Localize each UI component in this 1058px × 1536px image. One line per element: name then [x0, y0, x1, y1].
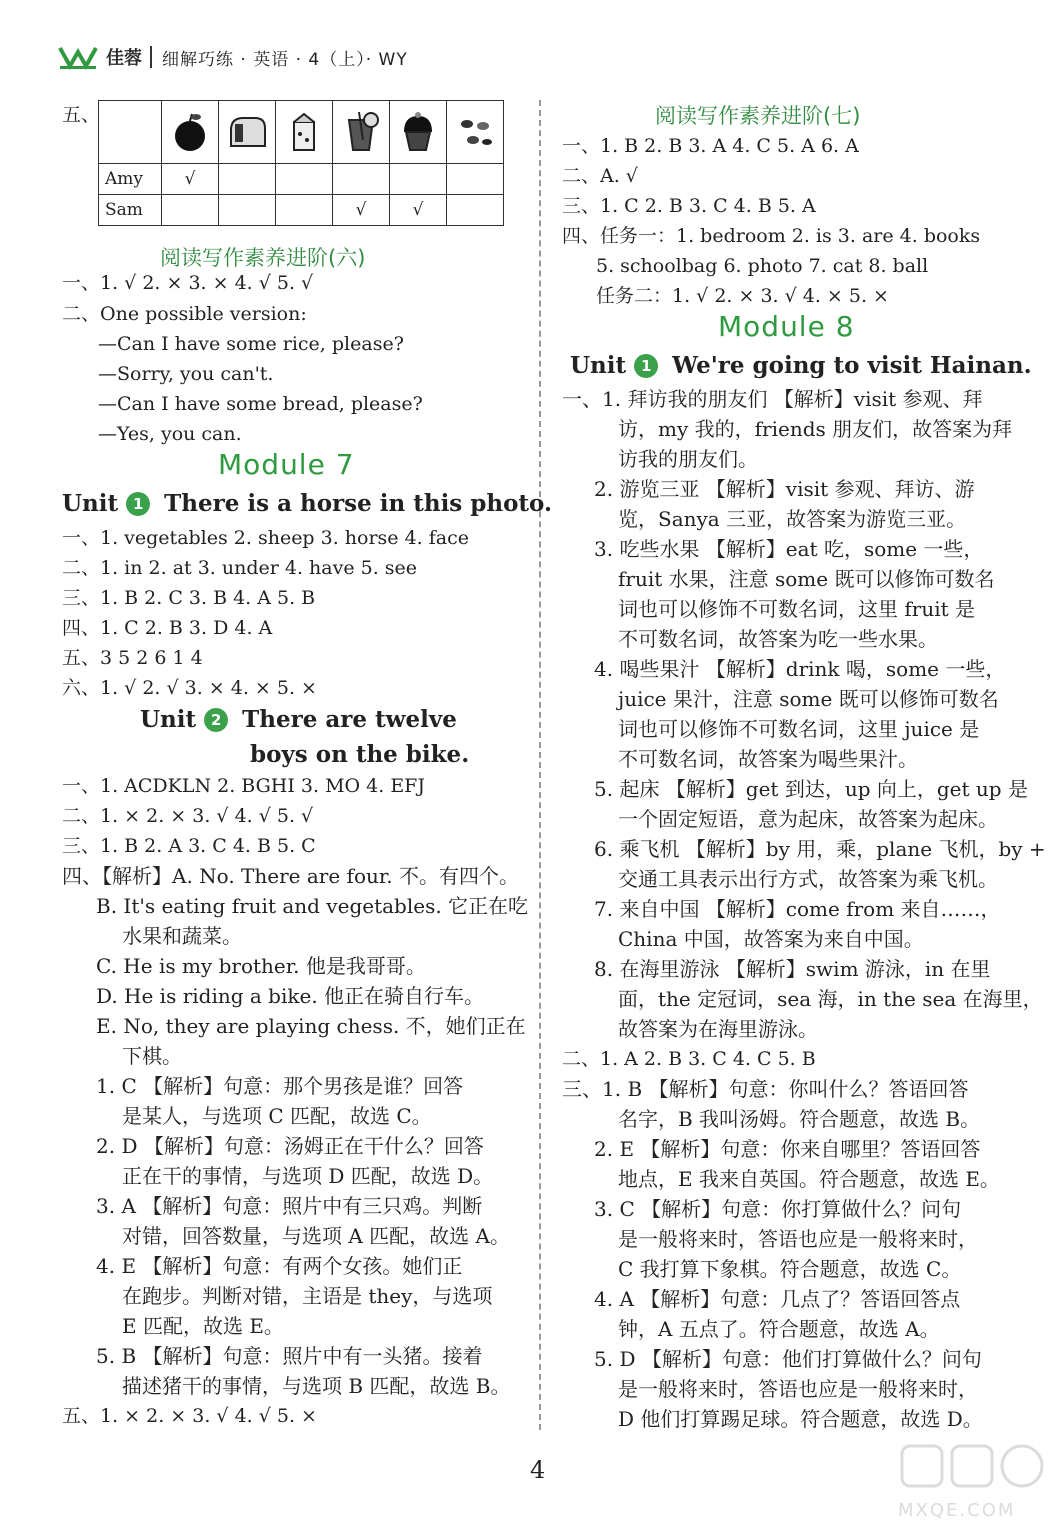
answer-line: 2. E 【解析】句意：你来自哪里？答语回答: [594, 1137, 981, 1161]
answer-line: 不可数名词，故答案为喝些果汁。: [618, 747, 918, 771]
unit-1-heading: [62, 490, 552, 517]
answer-line: 7. 来自中国 【解析】come from 来自……，: [594, 897, 1001, 921]
answer-line: 二、1. A 2. B 3. C 4. C 5. B: [562, 1048, 816, 1070]
answer-line: 五、1. × 2. × 3. √ 4. √ 5. ×: [62, 1405, 317, 1427]
header-title: 细解巧练 · 英语 · 4（上）· WY: [162, 49, 408, 70]
answer-line: 面，the 定冠词，sea 海，in the sea 在海里，: [618, 987, 1043, 1011]
watermark-text: MXQE.COM: [898, 1500, 1016, 1521]
cupcake-icon: [396, 110, 440, 154]
answer-line: 5. 起床 【解析】get 到达，up 向上，get up 是: [594, 777, 1028, 801]
book-logo-icon: [58, 44, 100, 70]
unit-label: Unit: [140, 706, 197, 733]
answer-line: 三、1. B 【解析】句意：你叫什么？答语回答: [562, 1077, 969, 1101]
answer-line: D. He is riding a bike. 他正在骑自行车。: [96, 984, 485, 1008]
watermark-logo-icon: [898, 1440, 1048, 1496]
page-header: [58, 40, 408, 74]
table-corner: [99, 101, 162, 164]
brand-name: 佳蓉: [106, 48, 142, 69]
answer-line: 4. E 【解析】句意：有两个女孩。她们正: [96, 1254, 463, 1278]
unit-number-badge: 1: [634, 354, 658, 378]
answer-line: 三、1. B 2. C 3. B 4. A 5. B: [62, 587, 316, 609]
milk-carton-icon: [282, 110, 326, 154]
answer-line: 4. 喝些果汁 【解析】drink 喝，some 一些，: [594, 657, 1006, 681]
answer-line: 一、1. B 2. B 3. A 4. C 5. A 6. A: [562, 135, 859, 157]
answer-line: 故答案为在海里游泳。: [618, 1017, 818, 1041]
answer-line: 词也可以修饰不可数名词，这里 juice 是: [618, 717, 980, 741]
juice-glass-icon: [339, 110, 383, 154]
answer-line: C 我打算下象棋。符合题意，故选 C。: [618, 1257, 962, 1281]
answer-line: 在跑步。判断对错，主语是 they，与选项: [122, 1284, 493, 1308]
answer-line: 6. 乘飞机 【解析】by 用，乘，plane 飞机，by +: [594, 837, 1046, 861]
answer-line: 三、1. B 2. A 3. C 4. B 5. C: [62, 835, 316, 857]
answer-line: China 中国，故答案为来自中国。: [618, 927, 924, 951]
answer-line: E 匹配，故选 E。: [122, 1314, 284, 1338]
answer-line: 2. D 【解析】句意：汤姆正在干什么？回答: [96, 1134, 484, 1158]
answer-line: fruit 水果，注意 some 既可以修饰可数名: [618, 567, 995, 591]
answer-line: 1. C 【解析】句意：那个男孩是谁？回答: [96, 1074, 464, 1098]
answer-line: 钟，A 五点了。符合题意，故选 A。: [618, 1317, 940, 1341]
answer-line: 2. 游览三亚 【解析】visit 参观、拜访、游: [594, 477, 975, 501]
apple-icon: [168, 110, 212, 154]
unit-title: There is a horse in this photo.: [164, 490, 552, 517]
answer-line: 下棋。: [122, 1044, 182, 1068]
answer-line: 访我的朋友们。: [618, 447, 758, 471]
answer-line: 一、1. ACDKLN 2. BGHI 3. MO 4. EFJ: [62, 775, 425, 797]
answer-line: 词也可以修饰不可数名词，这里 fruit 是: [618, 597, 975, 621]
answer-line: —Sorry, you can't.: [98, 363, 274, 385]
answer-line: 不可数名词，故答案为吃一些水果。: [618, 627, 938, 651]
section-title-6: 阅读写作素养进阶(六): [160, 246, 366, 270]
unit-number-badge: 2: [204, 708, 228, 732]
module-7-title: Module 7: [218, 448, 355, 481]
watermark: [898, 1440, 1048, 1522]
candy-icon: [453, 110, 497, 154]
answer-line: 二、A. √: [562, 165, 638, 187]
page-number: 4: [530, 1456, 546, 1484]
answer-line: 五、3 5 2 6 1 4: [62, 647, 203, 669]
row-name-sam: Sam: [99, 195, 162, 226]
unit-label: Unit: [570, 352, 627, 379]
answer-line: 览，Sanya 三亚，故答案为游览三亚。: [618, 507, 967, 531]
answer-line: 5. B 【解析】句意：照片中有一头猪。接着: [96, 1344, 483, 1368]
answer-line: 3. C 【解析】句意：你打算做什么？问句: [594, 1197, 962, 1221]
answer-line: juice 果汁，注意 some 既可以修饰可数名: [618, 687, 999, 711]
unit-title: There are twelve: [242, 706, 457, 733]
answer-line: C. He is my brother. 他是我哥哥。: [96, 954, 426, 978]
answer-line: 8. 在海里游泳 【解析】swim 游泳，in 在里: [594, 957, 991, 981]
answer-line: 是一般将来时，答语也应是一般将来时，: [618, 1227, 978, 1251]
tick-sam-cupcake: √: [390, 195, 447, 226]
answer-line: 描述猪干的事情，与选项 B 匹配，故选 B。: [122, 1374, 511, 1398]
answer-line: —Can I have some bread, please?: [98, 393, 423, 415]
answer-line: 一、1. vegetables 2. sheep 3. horse 4. face: [62, 527, 470, 549]
answer-line: 是某人，与选项 C 匹配，故选 C。: [122, 1104, 432, 1128]
section-five-label: 五、: [62, 104, 101, 126]
answer-line: 三、1. C 2. B 3. C 4. B 5. A: [562, 195, 816, 217]
row-name-amy: Amy: [99, 164, 162, 195]
answer-line: E. No, they are playing chess. 不，她们正在: [96, 1014, 526, 1038]
answer-line: 地点，E 我来自英国。符合题意，故选 E。: [618, 1167, 1000, 1191]
tick-sam-juice: √: [333, 195, 390, 226]
answer-line: 5. schoolbag 6. photo 7. cat 8. ball: [596, 255, 929, 277]
tick-amy-apple: √: [162, 164, 219, 195]
answer-line: 对错，回答数量，与选项 A 匹配，故选 A。: [122, 1224, 510, 1248]
answer-line: 二、1. in 2. at 3. under 4. have 5. see: [62, 557, 418, 579]
answer-line: 一、1. √ 2. × 3. × 4. √ 5. √: [62, 272, 314, 294]
unit-label: Unit: [62, 490, 119, 517]
unit-2-heading-line2: [250, 741, 469, 768]
answer-line: 一个固定短语，意为起床，故答案为起床。: [618, 807, 998, 831]
header-separator: [150, 46, 152, 68]
answer-line: D 他们打算踢足球。符合题意，故选 D。: [618, 1407, 983, 1431]
answer-line: 3. A 【解析】句意：照片中有三只鸡。判断: [96, 1194, 483, 1218]
answer-line: —Can I have some rice, please?: [98, 333, 404, 355]
answer-line: 二、1. × 2. × 3. √ 4. √ 5. √: [62, 805, 314, 827]
answer-line: 四、【解析】A. No. There are four. 不。有四个。: [62, 864, 519, 888]
answer-line: —Yes, you can.: [98, 423, 242, 445]
answer-line: 4. A 【解析】句意：几点了？答语回答点: [594, 1287, 961, 1311]
answer-line: 访，my 我的，friends 朋友们，故答案为拜: [618, 417, 1013, 441]
answer-line: 一、1. 拜访我的朋友们 【解析】visit 参观、拜: [562, 387, 983, 411]
section-title-7: 阅读写作素养进阶(七): [655, 104, 861, 128]
unit-2-heading: [140, 706, 457, 733]
unit-title: We're going to visit Hainan.: [672, 352, 1032, 379]
unit-1-heading-m8: [570, 352, 1032, 379]
answer-line: 四、1. C 2. B 3. D 4. A: [62, 617, 273, 639]
module-8-title: Module 8: [718, 310, 855, 343]
unit-number-badge: 1: [126, 492, 150, 516]
answer-line: 任务二：1. √ 2. × 3. √ 4. × 5. ×: [596, 285, 889, 307]
answer-line: 是一般将来时，答语也应是一般将来时，: [618, 1377, 978, 1401]
answer-line: 3. 吃些水果 【解析】eat 吃，some 一些，: [594, 537, 984, 561]
answer-line: 5. D 【解析】句意：他们打算做什么？问句: [594, 1347, 982, 1371]
answer-line: 名字，B 我叫汤姆。符合题意，故选 B。: [618, 1107, 981, 1131]
answer-line: 四、任务一：1. bedroom 2. is 3. are 4. books: [562, 225, 981, 247]
tick-table: [98, 100, 504, 226]
answer-line: 正在干的事情，与选项 D 匹配，故选 D。: [122, 1164, 494, 1188]
bread-icon: [225, 110, 269, 154]
unit-title-line2: boys on the bike.: [250, 741, 470, 768]
answer-line: B. It's eating fruit and vegetables. 它正在吃: [96, 894, 529, 918]
column-divider: [539, 100, 541, 1430]
answer-line: 二、One possible version:: [62, 303, 307, 325]
answer-line: 六、1. √ 2. √ 3. × 4. × 5. ×: [62, 677, 317, 699]
answer-line: 水果和蔬菜。: [122, 924, 242, 948]
answer-line: 交通工具表示出行方式，故答案为乘飞机。: [618, 867, 998, 891]
